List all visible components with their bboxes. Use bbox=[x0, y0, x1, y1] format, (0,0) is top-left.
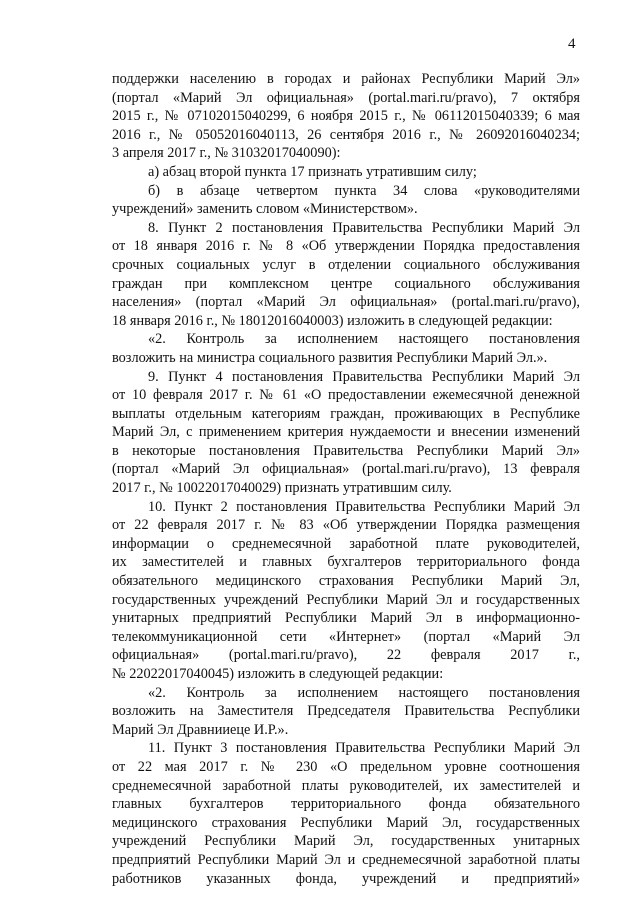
text-line: от 10 февраля 2017 г. № 61 «О предоставлении ежемесячной денежной bbox=[112, 387, 580, 404]
text-line: информации о среднемесячной заработной плате руководителей, bbox=[112, 535, 580, 552]
text-line: б) в абзаце четвертом пункта 34 слова «руководителями bbox=[148, 182, 580, 199]
text-line: в некоторые постановления Правительства Республики Марий Эл» bbox=[112, 442, 580, 459]
text-line: 18 января 2016 г., № 18012016040003) изложить в следующей редакции: bbox=[112, 312, 553, 329]
text-line: (портал «Марий Эл официальная» (portal.mari.ru/pravo), 7 октября bbox=[112, 89, 580, 106]
text-line: 8. Пункт 2 постановления Правительства Республики Марий Эл bbox=[148, 219, 580, 236]
text-line: от 22 мая 2017 г. № 230 «О предельном уровне соотношения bbox=[112, 758, 580, 775]
page-number: 4 bbox=[568, 36, 576, 52]
text-line: выплаты отдельным категориям граждан, проживающих в Республике bbox=[112, 405, 580, 422]
text-line: Марий Эл, с применением критерия нуждаемости и внесении изменений bbox=[112, 424, 580, 441]
text-line: населения» (портал «Марий Эл официальная» (portal.mari.ru/pravo), bbox=[112, 294, 580, 311]
text-line: 2016 г., № 05052016040113, 26 сентября 2016 г., № 26092016040234; bbox=[112, 126, 580, 143]
text-line: 2015 г., № 07102015040299, 6 ноября 2015 г., № 06112015040339; 6 мая bbox=[112, 108, 580, 125]
text-line: «2. Контроль за исполнением настоящего постановления bbox=[148, 684, 580, 701]
document-body bbox=[112, 70, 580, 888]
text-line: медицинского страхования Республики Марий Эл, государственных bbox=[112, 814, 580, 831]
text-line: официальная» (portal.mari.ru/pravo), 22 февраля 2017 г., bbox=[112, 647, 580, 664]
text-line: от 22 февраля 2017 г. № 83 «Об утверждении Порядка размещения bbox=[112, 517, 580, 534]
text-line: 10. Пункт 2 постановления Правительства Республики Марий Эл bbox=[148, 498, 580, 515]
text-line: унитарных предприятий Республики Марий Эл в информационно- bbox=[112, 610, 580, 627]
text-line: учреждений Республики Марий Эл, государственных унитарных bbox=[112, 833, 580, 850]
text-line: государственных учреждений Республики Марий Эл и государственных bbox=[112, 591, 580, 608]
text-line: поддержки населению в городах и районах Республики Марий Эл» bbox=[112, 71, 580, 87]
text-line: телекоммуникационной сети «Интернет» (портал «Марий Эл bbox=[112, 628, 580, 645]
text-line: обязательного медицинского страхования Республики Марий Эл, bbox=[112, 573, 580, 590]
text-line: 11. Пункт 3 постановления Правительства Республики Марий Эл bbox=[148, 740, 580, 757]
text-line: «2. Контроль за исполнением настоящего постановления bbox=[148, 331, 580, 348]
text-line: 9. Пункт 4 постановления Правительства Республики Марий Эл bbox=[148, 368, 580, 385]
text-line: работников указанных фонда, учреждений и предприятий» bbox=[112, 870, 580, 887]
text-line: а) абзац второй пункта 17 признать утратившим силу; bbox=[148, 163, 477, 180]
text-line: (портал «Марий Эл официальная» (portal.mari.ru/pravo), 13 февраля bbox=[112, 461, 580, 478]
text-line: их заместителей и главных бухгалтеров территориального фонда bbox=[112, 554, 580, 571]
text-line: учреждений» заменить словом «Министерством». bbox=[112, 201, 418, 218]
text-line: 3 апреля 2017 г., № 31032017040090): bbox=[112, 145, 341, 162]
text-line: срочных социальных услуг в отделении социального обслуживания bbox=[112, 256, 580, 273]
text-line: 2017 г., № 10022017040029) признать утратившим силу. bbox=[112, 480, 452, 497]
text-line: предприятий Республики Марий Эл и среднемесячной заработной платы bbox=[112, 851, 580, 868]
text-line: возложить на Заместителя Председателя Правительства Республики bbox=[112, 703, 580, 720]
text-line: возложить на министра социального развития Республики Марий Эл.». bbox=[112, 349, 548, 366]
text-line: Марий Эл Дравнииеце И.Р.». bbox=[112, 721, 289, 738]
text-line: от 18 января 2016 г. № 8 «Об утверждении Порядка предоставления bbox=[112, 238, 580, 255]
text-line: № 22022017040045) изложить в следующей редакции: bbox=[112, 666, 444, 682]
text-line: граждан при комплексном центре социального обслуживания bbox=[112, 275, 580, 292]
text-line: среднемесячной заработной платы руководителей, их заместителей и bbox=[112, 777, 580, 794]
text-line: главных бухгалтеров территориального фонда обязательного bbox=[112, 796, 580, 813]
